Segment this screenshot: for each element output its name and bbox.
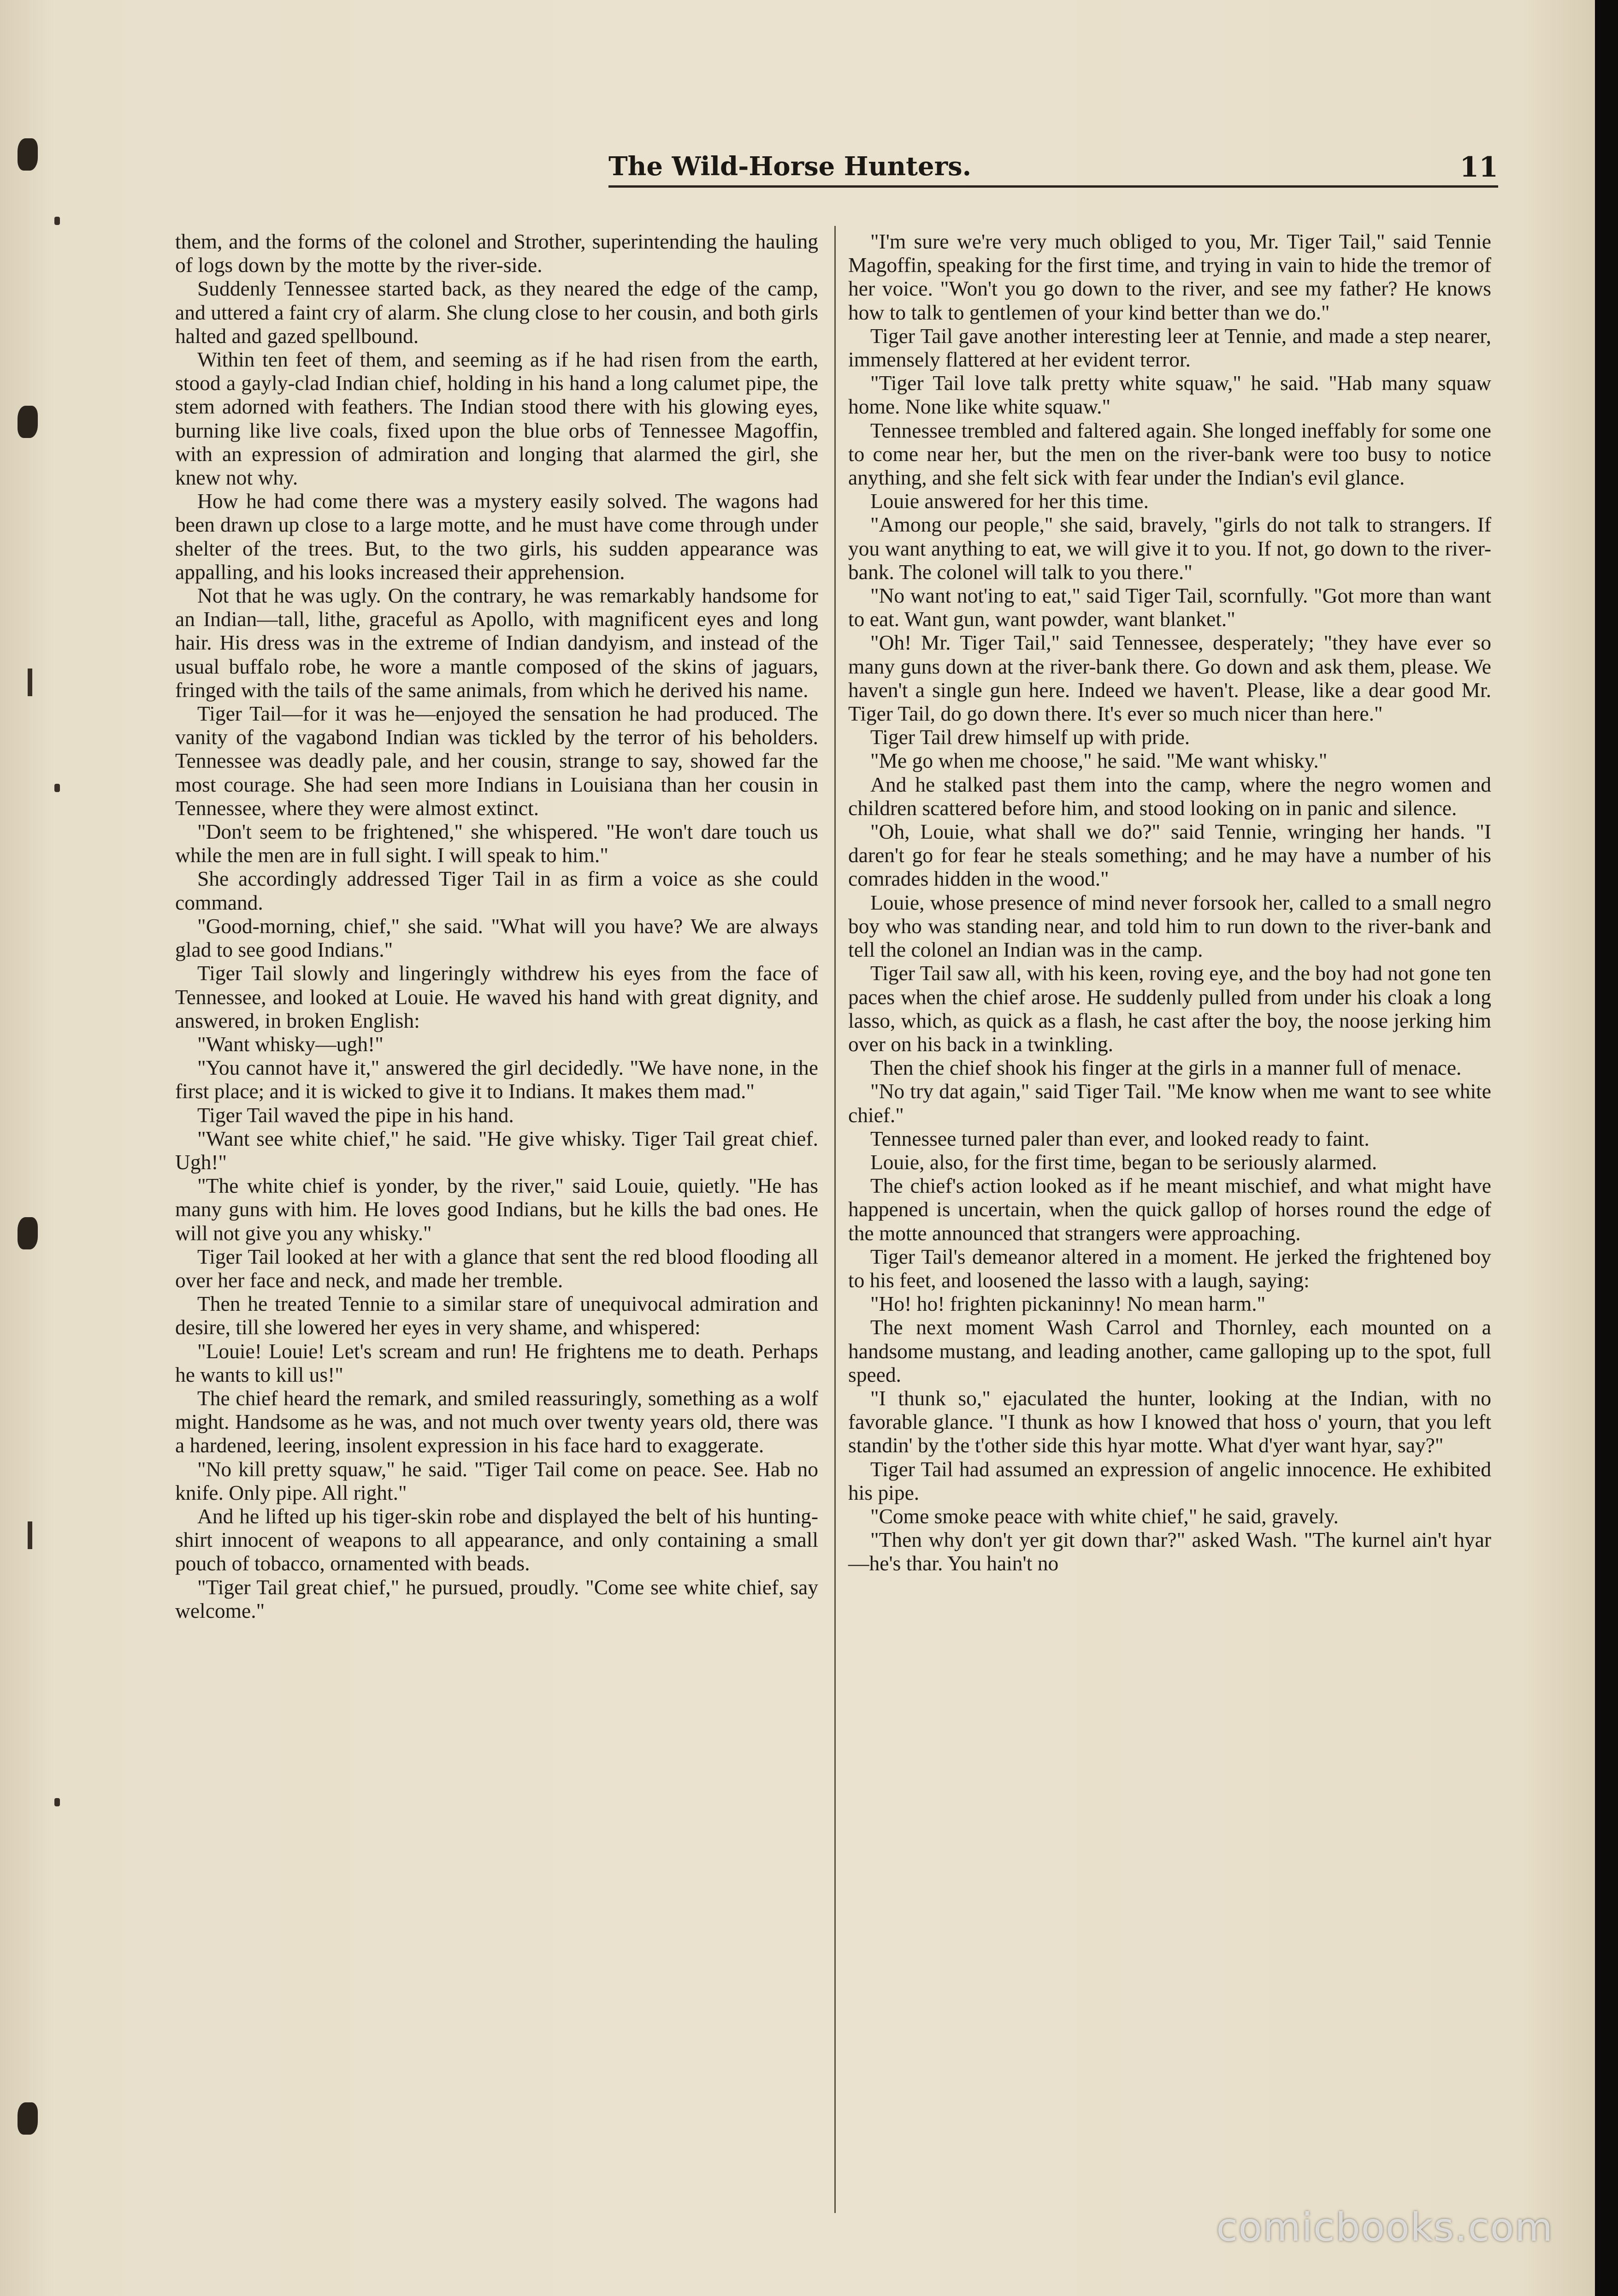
paragraph: Then the chief shook his finger at the girls in a manner full of menace. <box>870 1056 1462 1080</box>
binding-stitch <box>18 1217 38 1249</box>
paragraph: Louie, whose presence of mind never forsook her, called to a small negro boy who was standing near, and told him to run down to the river-bank and tell the colonel an Indian was in the camp. <box>848 890 1491 962</box>
paragraph: "You cannot have it," answered the girl decidedly. "We have none, in the first place; and it is wicked to give it to Indians. It makes them mad." <box>175 1056 818 1103</box>
paragraph: Tennessee turned paler than ever, and looked ready to faint. <box>870 1126 1370 1150</box>
paragraph: "Tiger Tail great chief," he pursued, proudly. "Come see white chief, say welcome." <box>175 1575 818 1622</box>
running-header <box>608 151 1498 183</box>
paragraph: "Tiger Tail love talk pretty white squaw," he said. "Hab many squaw home. None like white squaw." <box>848 371 1491 419</box>
paragraph: Tiger Tail's demeanor altered in a moment. He jerked the frightened boy to his feet, and loosened the lasso with a laugh, saying: <box>848 1244 1491 1292</box>
paragraph: The chief heard the remark, and smiled reassuringly, something as a wolf might. Handsome as he was, and not much over twenty years old, there was a hardened, leering, insolent expression in his face hard to exaggerate. <box>175 1386 818 1457</box>
paragraph: "Want whisky—ugh!" <box>197 1032 384 1056</box>
watermark: comicbooks.com <box>1216 2205 1553 2250</box>
paragraph: And he stalked past them into the camp, where the negro women and children scattered before him, and stood looking on in panic and silence. <box>848 772 1491 820</box>
paragraph: Tiger Tail drew himself up with pride. <box>870 725 1190 749</box>
paragraph: Tiger Tail looked at her with a glance that sent the red blood flooding all over her face and neck, and made her tremble. <box>175 1244 818 1292</box>
paragraph: She accordingly addressed Tiger Tail in as firm a voice as she could command. <box>175 867 818 914</box>
running-title: The Wild-Horse Hunters. <box>608 151 972 182</box>
paragraph: "I thunk so," ejaculated the hunter, looking at the Indian, with no favorable glance. "I thunk as how I knowed that hoss o' yourn, that you left standin' by the t'other side this hyar motte. What d'yer want hyar, say?" <box>848 1386 1491 1457</box>
paragraph: The next moment Wash Carrol and Thornley, each mounted on a handsome mustang, and leading another, came galloping up to the spot, full speed. <box>848 1315 1491 1386</box>
paragraph: "Oh, Louie, what shall we do?" said Tennie, wringing her hands. "I daren't go for fear he steals something; and he may have a number of his comrades hidden in the wood." <box>848 820 1491 891</box>
header-rule <box>608 185 1498 188</box>
paragraph: How he had come there was a mystery easily solved. The wagons had been drawn up close to a large motte, and he must have come through under shelter of the trees. But, to the two girls, his sudden appearance was appalling, and his looks increased their apprehension. <box>175 489 818 584</box>
paragraph: "No want not'ing to eat," said Tiger Tail, scornfully. "Got more than want to eat. Want gun, want powder, want blanket." <box>848 584 1491 631</box>
paragraph: "Louie! Louie! Let's scream and run! He frightens me to death. Perhaps he wants to kill us!" <box>175 1339 818 1386</box>
paragraph: "Me go when me choose," he said. "Me want whisky." <box>870 749 1328 773</box>
paragraph: Not that he was ugly. On the contrary, he was remarkably handsome for an Indian—tall, lithe, graceful as Apollo, with magnificent eyes and long hair. His dress was in the extreme of Indian dandyism, and instead of the usual buffalo robe, he wore a mantle composed of the skins of jaguars, fringed with the tails of the same animals, from which he derived his name. <box>175 584 818 702</box>
paragraph: "Oh! Mr. Tiger Tail," said Tennessee, desperately; "they have ever so many guns down at the river-bank there. Go down and ask them, please. We haven't a single gun here. Indeed we haven't. Please, like a dear good Mr. Tiger Tail, do go down there. It's ever so much nicer than here." <box>848 631 1491 726</box>
paragraph: "Come smoke peace with white chief," he said, gravely. <box>870 1504 1339 1528</box>
paragraph: "The white chief is yonder, by the river," said Louie, quietly. "He has many guns with him. He loves good Indians, but he kills the bad ones. He will not give you any whisky." <box>175 1174 818 1245</box>
binding-stitch <box>18 406 38 438</box>
paragraph: Tiger Tail—for it was he—enjoyed the sensation he had produced. The vanity of the vagabond Indian was tickled by the terror of his beholders. Tennessee was deadly pale, and her cousin, strange to say, showed far the most courage. She had seen more Indians in Louisiana than her cousin in Tennessee, where they were almost extinct. <box>175 702 818 820</box>
page-edge-shadow <box>1595 0 1618 2296</box>
paragraph: Tiger Tail had assumed an expression of angelic innocence. He exhibited his pipe. <box>848 1457 1491 1504</box>
paragraph: "Want see white chief," he said. "He give whisky. Tiger Tail great chief. Ugh!" <box>175 1126 818 1174</box>
binding-dot <box>54 217 60 225</box>
paragraph: "Among our people," she said, bravely, "girls do not talk to strangers. If you want anything to eat, we will give it to you. If not, go down to the river-bank. The colonel will talk to you there." <box>848 513 1491 584</box>
binding-dot <box>54 784 60 792</box>
paragraph: Louie answered for her this time. <box>870 489 1149 513</box>
paragraph: Suddenly Tennessee started back, as they neared the edge of the camp, and uttered a faint cry of alarm. She clung close to her cousin, and both girls halted and gazed spellbound. <box>175 277 818 348</box>
paragraph: Tiger Tail waved the pipe in his hand. <box>197 1103 514 1127</box>
binding-stitch <box>18 2102 38 2135</box>
paragraph: "I'm sure we're very much obliged to you, Mr. Tiger Tail," said Tennie Magoffin, speaking for the first time, and trying in vain to hide the tremor of her voice. "Won't you go down to the river, and see my father? He knows how to talk to gentlemen of your kind better than we do." <box>848 230 1491 324</box>
page-number: 11 <box>1459 151 1498 183</box>
paragraph: Tiger Tail saw all, with his keen, roving eye, and the boy had not gone ten paces when the chief arose. He suddenly pulled from under his cloak a long lasso, which, as quick as a flash, he cast after the boy, the noose jerking him over on his back in a twinkling. <box>848 961 1491 1056</box>
paragraph: them, and the forms of the colonel and Strother, superintending the hauling of logs down by the motte by the river-side. <box>175 230 818 277</box>
left-column <box>175 230 818 1622</box>
paragraph: Tennessee trembled and faltered again. She longed ineffably for some one to come near her, but the men on the river-bank were too busy to notice anything, and she felt sick with fear under the Indian's evil glance. <box>848 418 1491 490</box>
paragraph: Louie, also, for the first time, began to be seriously alarmed. <box>870 1150 1377 1174</box>
binding-mark <box>28 1521 32 1549</box>
binding-stitch <box>18 138 38 171</box>
column-divider <box>834 226 836 2213</box>
paragraph: And he lifted up his tiger-skin robe and displayed the belt of his hunting-shirt innocent of weapons to all appearance, and only containing a small pouch of tobacco, ornamented with beads. <box>175 1504 818 1575</box>
paragraph: "Don't seem to be frightened," she whispered. "He won't dare touch us while the men are in full sight. I will speak to him." <box>175 820 818 867</box>
paragraph: "No kill pretty squaw," he said. "Tiger Tail come on peace. See. Hab no knife. Only pipe. All right." <box>175 1457 818 1504</box>
right-column <box>848 230 1491 1575</box>
paragraph: "Good-morning, chief," she said. "What will you have? We are always glad to see good Indians." <box>175 914 818 962</box>
paragraph: Then he treated Tennie to a similar stare of unequivocal admiration and desire, till she lowered her eyes in very shame, and whispered: <box>175 1292 818 1339</box>
paragraph: Within ten feet of them, and seeming as if he had risen from the earth, stood a gayly-clad Indian chief, holding in his hand a long calumet pipe, the stem adorned with feathers. The Indian stood there with his glowing eyes, burning like live coals, fixed upon the blue orbs of Tennessee Magoffin, with an expression of admiration and longing that alarmed the girl, she knew not why. <box>175 348 818 490</box>
paragraph: Tiger Tail gave another interesting leer at Tennie, and made a step nearer, immensely flattered at her evident terror. <box>848 324 1491 372</box>
paragraph: The chief's action looked as if he meant mischief, and what might have happened is uncertain, when the quick gallop of horses round the edge of the motte announced that strangers were approaching. <box>848 1174 1491 1245</box>
paragraph: "Then why don't yer git down thar?" asked Wash. "The kurnel ain't hyar—he's thar. You hain't no <box>848 1528 1491 1575</box>
paragraph: "No try dat again," said Tiger Tail. "Me know when me want to see white chief." <box>848 1079 1491 1127</box>
paragraph: "Ho! ho! frighten pickaninny! No mean harm." <box>870 1292 1266 1316</box>
binding-dot <box>54 1798 60 1806</box>
binding-mark <box>28 669 32 696</box>
paragraph: Tiger Tail slowly and lingeringly withdrew his eyes from the face of Tennessee, and looked at Louie. He waved his hand with great dignity, and answered, in broken English: <box>175 961 818 1032</box>
